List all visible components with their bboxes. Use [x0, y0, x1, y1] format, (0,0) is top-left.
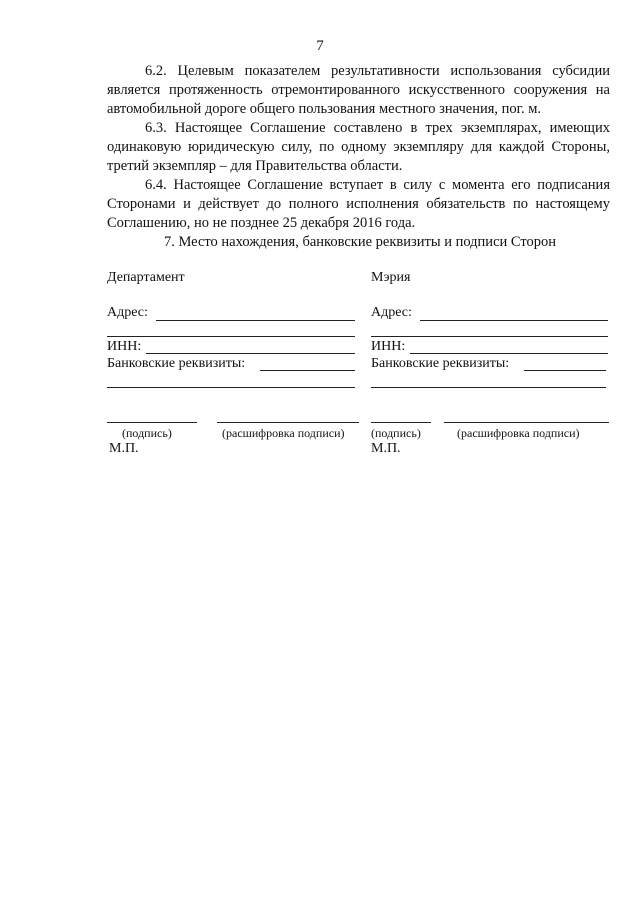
- right-signature-caption: (подпись): [371, 426, 421, 440]
- left-decoding-caption: (расшифровка подписи): [222, 426, 345, 440]
- left-address-label: Адрес:: [107, 305, 148, 320]
- right-bank-line-1: [524, 370, 606, 371]
- paragraph-6-4: 6.4. Настоящее Соглашение вступает в силу с момента его подписания Сторонами и действует до полного исполнения обязательств по настоящему Соглашению, но не позднее 25 декабря 2016 года.: [107, 177, 610, 231]
- paragraph-6-3: 6.3. Настоящее Соглашение составлено в трех экземплярах, имеющих одинаковую юридическую силу, по одному экземпляру для каждой Стороны, третий экземпляр – для Правительства области.: [107, 120, 610, 174]
- right-signature-line: [371, 422, 431, 423]
- left-bank-line-1: [260, 370, 355, 371]
- left-decoding-line: [217, 422, 359, 423]
- right-stamp-label: М.П.: [371, 441, 401, 456]
- left-address-line-1: [156, 320, 355, 321]
- right-address-label: Адрес:: [371, 305, 412, 320]
- left-stamp-label: М.П.: [109, 441, 139, 456]
- right-inn-line: [410, 353, 608, 354]
- right-bank-line-2: [371, 387, 606, 388]
- left-bank-line-2: [107, 387, 355, 388]
- right-bank-label: Банковские реквизиты:: [371, 356, 510, 371]
- right-decoding-caption: (расшифровка подписи): [457, 426, 580, 440]
- left-inn-line: [146, 353, 355, 354]
- left-bank-label: Банковские реквизиты:: [107, 356, 246, 371]
- right-party-name: Мэрия: [371, 270, 411, 285]
- right-address-line-1: [420, 320, 608, 321]
- right-decoding-line: [444, 422, 609, 423]
- left-signature-caption: (подпись): [122, 426, 172, 440]
- page-number: 7: [316, 38, 324, 54]
- paragraph-6-2: 6.2. Целевым показателем результативности использования субсидии является протяженность отремонтированного искусственного сооружения на автомобильной дороге общего пользования местного значения, пог. м.: [107, 63, 610, 117]
- left-inn-label: ИНН:: [107, 339, 142, 354]
- left-signature-line: [107, 422, 197, 423]
- left-party-name: Департамент: [107, 270, 185, 285]
- section-title: 7. Место нахождения, банковские реквизиты и подписи Сторон: [163, 234, 557, 250]
- left-address-line-2: [107, 336, 355, 337]
- right-inn-label: ИНН:: [371, 339, 406, 354]
- right-address-line-2: [371, 336, 608, 337]
